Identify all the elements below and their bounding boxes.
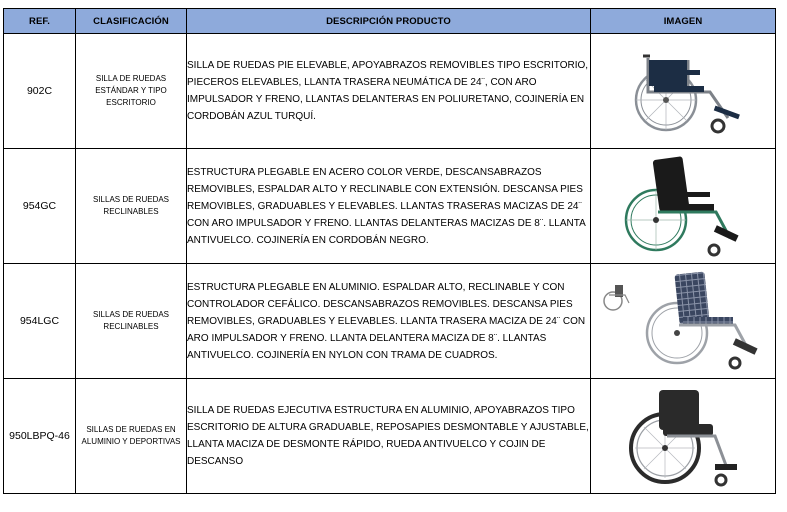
row-descripcion: SILLA DE RUEDAS PIE ELEVABLE, APOYABRAZOS REMOVIBLES TIPO ESCRITORIO, PIECEROS ELEVABLES, LLANTA TRASERA NEUMÁTICA DE 24¨, CON ARO IMPULSADOR Y FRENO, LLANTAS DELANTERAS EN POLIURETANO, COJINERÍA EN CORDOBÁN AZUL TURQUÍ. <box>187 34 591 149</box>
row-image-cell <box>591 264 776 379</box>
row-clasificacion: SILLA DE RUEDAS ESTÁNDAR Y TIPO ESCRITORIO <box>76 34 187 149</box>
table-row <box>4 264 776 379</box>
product-table <box>3 8 776 494</box>
thumbnail-wheelchair-icon <box>604 285 629 310</box>
table-header-row <box>4 9 776 34</box>
row-ref: 950LBPQ-46 <box>4 379 76 494</box>
table-row <box>4 149 776 264</box>
reclining-wheelchair-plaid-icon <box>595 271 771 371</box>
table-row <box>4 34 776 149</box>
row-ref: 954LGC <box>4 264 76 379</box>
row-image-cell <box>591 379 776 494</box>
header-imagen: IMAGEN <box>591 9 776 34</box>
row-descripcion: ESTRUCTURA PLEGABLE EN ACERO COLOR VERDE, DESCANSABRAZOS REMOVIBLES, ESPALDAR ALTO Y RECLINABLE CON EXTENSIÓN. DESCANSA PIES REMOVIBLES, GRADUABLES Y ELEVABLES. LLANTAS TRASERAS MACIZAS DE 24¨ CON ARO IMPULSADOR Y FRENO. LLANTAS DELANTERAS MACIZAS DE 8¨. LLANTA ANTIVUELCO. COJINERÍA EN CORDOBÁN NEGRO. <box>187 149 591 264</box>
row-descripcion: ESTRUCTURA PLEGABLE EN ALUMINIO. ESPALDAR ALTO, RECLINABLE Y CON CONTROLADOR CEFÁLICO. DESCANSABRAZOS REMOVIBLES. DESCANSA PIES REMOVIBLES, GRADUABLES Y ELEVABLES. LLANTA TRASERA MACIZA DE 24¨ CON ARO IMPULSADOR Y FRENO. LLANTA DELANTERA MACIZA DE 8¨. LLANTAS ANTIVUELCO. COJINERÍA EN NYLON CON TRAMA DE CUADROS. <box>187 264 591 379</box>
row-clasificacion: SILLAS DE RUEDAS RECLINABLES <box>76 149 187 264</box>
header-ref: REF. <box>4 9 76 34</box>
reclining-wheelchair-green-icon <box>618 154 748 258</box>
header-clasificacion: CLASIFICACIÓN <box>76 9 187 34</box>
row-clasificacion: SILLAS DE RUEDAS EN ALUMINIO Y DEPORTIVAS <box>76 379 187 494</box>
row-clasificacion: SILLAS DE RUEDAS RECLINABLES <box>76 264 187 379</box>
row-ref: 902C <box>4 34 76 149</box>
sport-wheelchair-icon <box>623 384 743 488</box>
header-descripcion: DESCRIPCIÓN PRODUCTO <box>187 9 591 34</box>
row-descripcion: SILLA DE RUEDAS EJECUTIVA ESTRUCTURA EN ALUMINIO, APOYABRAZOS TIPO ESCRITORIO DE ALTURA GRADUABLE, REPOSAPIES DESMONTABLE Y AJUSTABLE, LLANTA MACIZA DE DESMONTE RÁPIDO, RUEDA ANTIVUELCO Y COJIN DE DESCANSO <box>187 379 591 494</box>
standard-wheelchair-icon <box>618 48 748 134</box>
table-row <box>4 379 776 494</box>
row-image-cell <box>591 149 776 264</box>
row-ref: 954GC <box>4 149 76 264</box>
row-image-cell <box>591 34 776 149</box>
